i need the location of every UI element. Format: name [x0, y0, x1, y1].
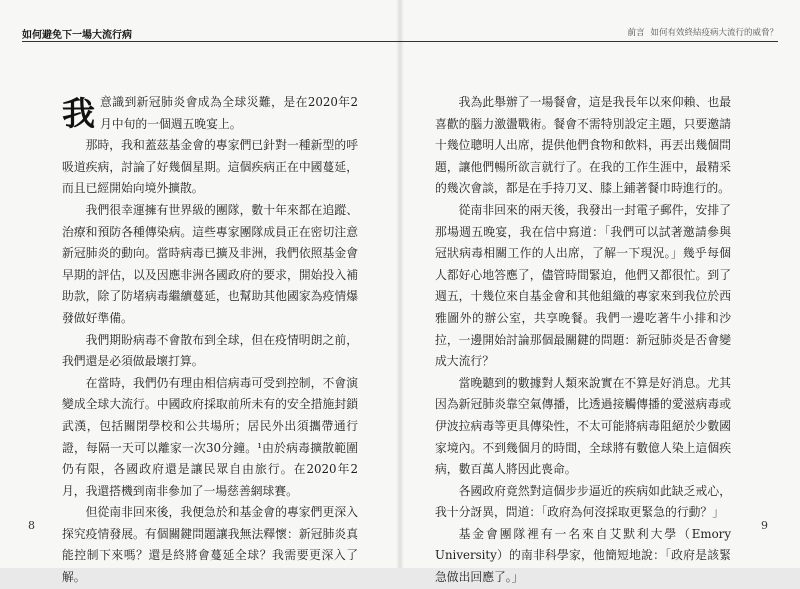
paragraph: 從南非回來的兩天後，我發出一封電子郵件，安排了那場週五晚宴，我在信中寫道：「我們可以試著邀請參與冠狀病毒相關工作的人出席，了解一下現況。」幾乎每個人都好心地答應了，儘管時間緊迫，他們又都很忙。到了週五，十幾位來自基金會和其他組織的專家來到我位於西雅圖外的辦公室，共享晚餐。我們一邊吃著牛小排和沙拉，一邊開始討論那個最關鍵的問題：新冠肺炎是否會變成大流行？ — [435, 202, 731, 369]
paragraph: 當晚聽到的數據對人類來說實在不算是好消息。尤其因為新冠肺炎靠空氣傳播，比透過接觸傳播的愛滋病毒或伊波拉病毒等更具傳染性，不太可能將病毒阻絕於少數國家境內。不到幾個月的時間，全球將有數億人染上這個疾病，數百萬人將因此喪命。 — [435, 375, 731, 477]
chapter-label: 前言 — [627, 28, 645, 38]
drop-cap: 我 — [62, 94, 95, 133]
paragraph: 我們很幸運擁有世界級的團隊，數十年來都在追蹤、治療和預防各種傳染病。這些專家團隊成員正在密切注意新冠肺炎的動向。當時病毒已擴及非洲，我們依照基金會早期的評估，以及因應非洲各國政府的要求，開始投入補助款，除了防堵病毒繼續蔓延，也幫助其他國家為疫情爆發做好準備。 — [62, 202, 358, 325]
paragraph: 各國政府竟然對這個步步逼近的疾病如此缺乏戒心，我十分訝異，問道：「政府為何沒採取更緊急的行動？」 — [435, 483, 731, 520]
page-number-left: 8 — [28, 519, 35, 532]
page-number-right: 9 — [761, 519, 768, 532]
paragraph — [62, 92, 358, 135]
left-page-body — [62, 92, 358, 589]
paragraph: 但從南非回來後，我便急於和基金會的專家們更深入探究疫情發展。有個關鍵問題讓我無法釋懷：新冠肺炎真能控制下來嗎？還是終將會蔓延全球？我需要更深入了解。 — [62, 505, 358, 585]
paragraph: 在當時，我們仍有理由相信病毒可受到控制，不會演變成全球大流行。中國政府採取前所未有的安全措施封鎖武漢，包括關閉學校和公共場所；居民外出須攜帶通行證，每隔一天可以離家一次30分鐘。¹由於病毒擴散範圍仍有限，各國政府還是讓民眾自由旅行。在2020年2月，我還搭機到南非參加了一場慈善網球賽。 — [62, 375, 358, 498]
running-head-right — [627, 26, 778, 38]
right-page-body — [435, 92, 731, 589]
chapter-title: 如何有效終結疫病大流行的威脅？ — [650, 28, 778, 38]
left-page — [0, 0, 400, 585]
paragraph: 我們期盼病毒不會散布到全球，但在疫情明朗之前，我們還是必須做最壞打算。 — [62, 332, 358, 369]
header-rule-right — [400, 41, 778, 42]
paragraph: 那時，我和蓋茲基金會的專家們已針對一種新型的呼吸道疾病，討論了好幾個星期。這個疾病正在中國蔓延，而且已經開始向境外擴散。 — [62, 138, 358, 196]
right-page — [400, 0, 800, 585]
book-gutter — [396, 0, 404, 568]
paragraph-text: 意識到新冠肺炎會成為全球災難，是在2020年2月中旬的一個週五晚宴上。 — [100, 95, 358, 131]
paragraph: 我為此舉辦了一場餐會，這是我長年以來仰賴、也最喜歡的腦力激盪戰術。餐會不需特別設定主題，只要邀請十幾位聰明人出席，提供他們食物和飲料，再丟出幾個問題，讓他們暢所欲言就行了。在我的工作生涯中，最精采的幾次會談，都是在手持刀叉、膝上鋪著餐巾時進行的。 — [435, 95, 731, 196]
running-head-left: 如何避免下一場大流行病 — [22, 30, 132, 41]
header-rule-left — [22, 41, 400, 42]
paragraph: 基金會團隊裡有一名來自艾默利大學（Emory University）的南非科學家，他簡短地說：「政府是該緊急做出回應了。」 — [435, 526, 731, 585]
